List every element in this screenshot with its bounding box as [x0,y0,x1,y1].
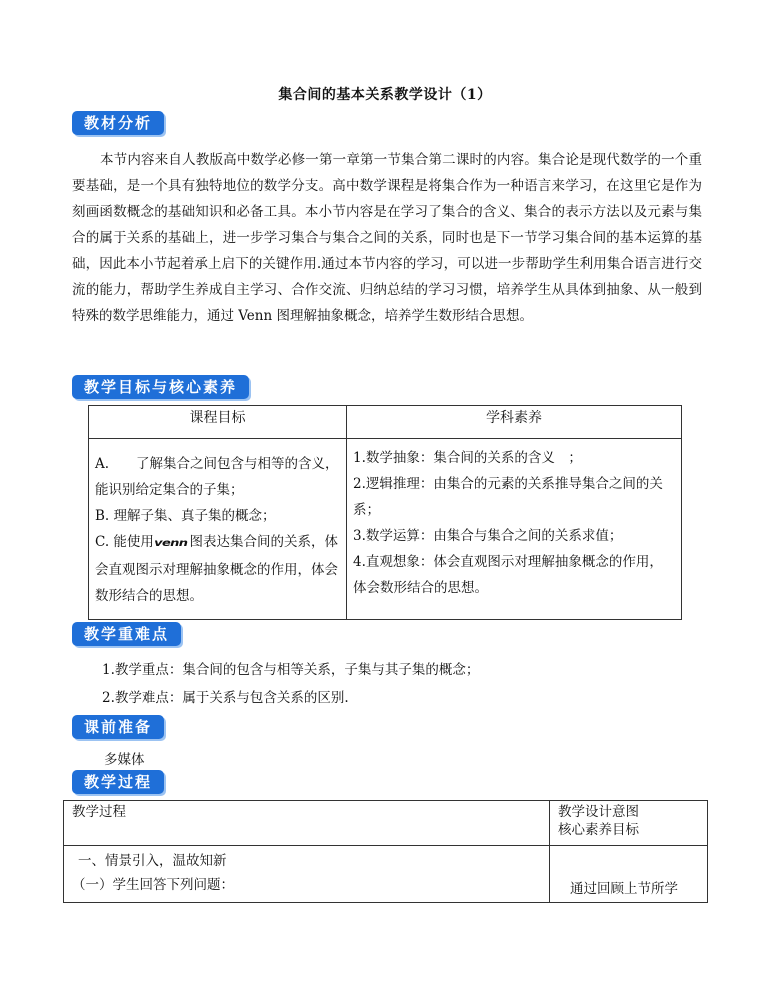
process-header-left: 教学过程 [64,801,550,846]
design-intent-label: 教学设计意图 [558,804,639,820]
venn-logo: venn [154,538,188,549]
competencies-cell [347,439,682,620]
course-goal-a: A. 了解集合之间包含与相等的含义，能识别给定集合的子集； [95,456,339,498]
section-label-process: 教学过程 [72,770,164,794]
course-goal-c [95,529,340,609]
material-analysis-paragraph: 本节内容来自人教版高中数学必修一第一章第一节集合第二课时的内容。集合论是现代数学的一个重要基础，是一个具有独特地位的数学分支。高中数学课程是将集合作为一种语言来学习，在这里它是作为刻画函数概念的基础知识和必备工具。本小节内容是在学习了集合的含义、集合的表示方法以及元素与集合的属于关系的基础上，进一步学习集合与集合之间的关系，同时也是下一节学习集合间的基本运算的基础，因此本小节起着承上启下的关键作用.通过本节内容的学习，可以进一步帮助学生利用集合语言进行交流的能力，帮助学生养成自主学习、合作交流、归纳总结的学习习惯，培养学生从具体到抽象、从一般到特殊的数学思维能力，通过 Venn 图理解抽象概念，培养学生数形结合思想。 [72,152,702,324]
document-title: 集合间的基本关系教学设计（1） [278,87,492,103]
course-goal-b: B. 理解子集、真子集的概念； [95,508,276,524]
process-table [63,800,708,903]
process-row-left [64,846,550,903]
teaching-difficulty: 2.教学难点：属于关系与包含关系的区别. [102,690,349,706]
process-row-right: 通过回顾上节所学 [550,846,708,903]
header-competencies: 学科素养 [347,406,682,439]
goals-table-row [89,439,682,620]
process-step-title: 一、情景引入，温故知新 [78,853,227,869]
section-label-key-points: 教学重难点 [72,622,181,646]
course-goal-c-prefix: C. 能使用 [95,534,154,550]
process-header-right [550,801,708,846]
process-step-sub: （一）学生回答下列问题： [72,877,234,893]
section-label-preparation: 课前准备 [72,715,164,739]
process-table-row [64,846,708,903]
competency-item: 1.数学抽象：集合间的关系的含义 ； [353,450,582,466]
header-course-goals: 课程目标 [89,406,347,439]
competency-item: 2.逻辑推理：由集合的元素的关系推导集合之间的关系； [353,476,663,518]
section-label-objectives: 教学目标与核心素养 [72,375,249,399]
course-goal-c-suffix: 图表达集合间的关系，体会直观图示对理解抽象概念的作用，体会数形结合的思想。 [95,534,338,604]
competency-item: 3.数学运算：由集合与集合之间的关系求值； [353,528,623,544]
competency-item: 4.直观想象：体会直观图示对理解抽象概念的作用，体会数形结合的思想。 [353,554,663,596]
goals-table-header-row [89,406,682,439]
section-label-material-analysis: 教材分析 [72,111,164,135]
core-competency-label: 核心素养目标 [558,822,639,838]
preparation-text: 多媒体 [104,752,145,768]
course-goals-cell [89,439,347,620]
teaching-focus: 1.教学重点：集合间的包含与相等关系，子集与其子集的概念； [102,662,480,678]
process-table-header-row [64,801,708,846]
goals-table [88,405,682,620]
